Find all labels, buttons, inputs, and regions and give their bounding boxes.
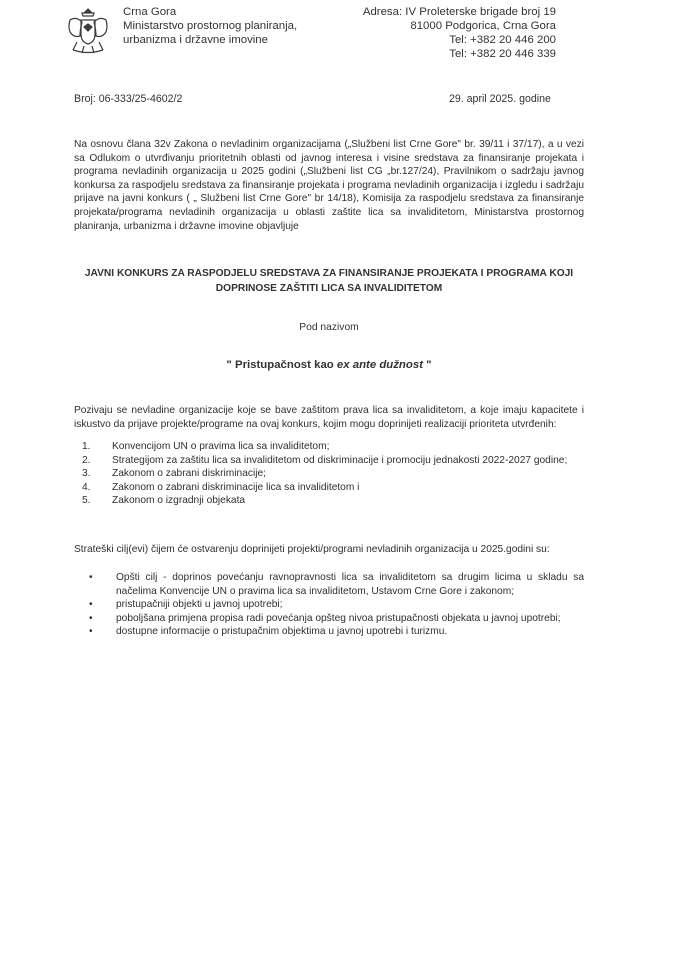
- list-item-text: Konvencijom UN o pravima lica sa invaliditetom;: [112, 441, 330, 452]
- coat-of-arms-icon: [62, 6, 114, 56]
- list-number: 3.: [82, 468, 91, 480]
- list-item: [82, 467, 586, 481]
- intro-paragraph: Na osnovu člana 32v Zakona o nevladinim organizacijama („Službeni list Crne Gore" br. 39/11 i 37/17), a u vezi sa Odlukom o utvrđivanju prioritetnih oblasti od javnog interesa i visine sredstava za finansiranje projekata i programa nevladinih organizacija u 2025 godini („Službeni list CG „br.127/24), Pravilnikom o sadržaju javnog konkursa za raspodjelu sredstava za finansiranje projekata i programa nevladinih organizacija i izgledu i sadržaju prijave na javni konkurs ( „ Službeni list Crne Gore" br 14/18), Komisija za raspodjelu sredstava za finansiranje projekata/programa nevladinih organizacija u oblasti zaštite lica sa invaliditetom, Ministarstva prostornog planiranja, urbanizma i državne imovine objavljuje: [74, 139, 584, 232]
- list-item: [87, 625, 584, 639]
- list-item-text: Opšti cilj - doprinos povećanju ravnopravnosti lica sa invaliditetom sa drugim licima u skladu sa načelima Konvencije UN o pravima lica sa invaliditetom, Ustavom Crne Gore i zakonom;: [116, 572, 584, 597]
- campaign-name-italic: ex ante dužnost: [336, 359, 423, 371]
- campaign-name-open: " Pristupačnost kao: [226, 359, 337, 371]
- org-line-ministry-cont: urbanizma i državne imovine: [123, 34, 268, 46]
- goals-list: [87, 571, 584, 639]
- priorities-list: [82, 440, 586, 508]
- list-item: [82, 454, 586, 468]
- org-line-country: Crna Gora: [123, 6, 177, 18]
- list-item: [87, 612, 584, 626]
- list-item: [82, 494, 586, 508]
- list-item-text: poboljšana primjena propisa radi povećanja opšteg nivoa pristupačnosti objekata u javnoj upotrebi;: [116, 612, 561, 624]
- list-item: [87, 571, 584, 598]
- list-number: 2.: [82, 454, 91, 466]
- contact-city: 81000 Podgorica, Crna Gora: [410, 20, 556, 32]
- list-item-text: Zakonom o zabrani diskriminacije;: [112, 468, 267, 480]
- document-title: [74, 266, 584, 296]
- list-number: 5.: [82, 495, 91, 507]
- list-item: [87, 598, 584, 612]
- list-item-text: Zakonom o izgradnji objekata: [112, 495, 246, 507]
- bullet-icon: •: [89, 572, 93, 583]
- document-date: 29. april 2025. godine: [449, 93, 551, 105]
- title-line-1: JAVNI KONKURS ZA RASPODJELU SREDSTAVA ZA FINANSIRANJE PROJEKATA I PROGRAMA KOJI: [84, 268, 574, 279]
- contact-phone-1: Tel: +382 20 446 200: [449, 34, 556, 46]
- list-item-text: Zakonom o zabrani diskriminacije lica sa invaliditetom i: [112, 481, 360, 493]
- campaign-name: [74, 359, 584, 371]
- invite-paragraph: Pozivaju se nevladine organizacije koje se bave zaštitom prava lica sa invaliditetom, a koje imaju kapacitete i iskustvo da prijave projekte/programe na ovaj konkurs, kojim mogu doprinijeti realizaciji prioriteta utvrđenih:: [74, 405, 584, 430]
- list-item-text: pristupačniji objekti u javnoj upotrebi;: [116, 599, 283, 611]
- contact-phone-2: Tel: +382 20 446 339: [449, 48, 556, 60]
- org-line-ministry: Ministarstvo prostornog planiranja,: [123, 20, 298, 32]
- title-line-2: DOPRINOSE ZAŠTITI LICA SA INVALIDITETOM: [215, 283, 443, 294]
- list-number: 1.: [82, 441, 91, 452]
- bullet-icon: •: [89, 612, 93, 624]
- list-number: 4.: [82, 481, 91, 493]
- list-item: [82, 481, 586, 495]
- organization-block: [123, 5, 297, 47]
- contact-block: [330, 5, 556, 61]
- list-item-text: dostupne informacije o pristupačnim objektima u javnoj upotrebi i turizmu.: [116, 626, 448, 638]
- bullet-icon: •: [89, 599, 93, 611]
- list-item-text: Strategijom za zaštitu lica sa invaliditetom od diskriminacije i promociju jednakosti 2022-2027 godine;: [112, 454, 568, 466]
- campaign-name-close: ": [422, 359, 432, 371]
- bullet-icon: •: [89, 626, 93, 638]
- list-item: [82, 440, 586, 454]
- contact-address: Adresa: IV Proleterske brigade broj 19: [362, 6, 556, 18]
- goals-intro: Strateški cilj(evi) čijem će ostvarenju doprinijeti projekti/programi nevladinih organizacija u 2025.godini su:: [74, 544, 550, 555]
- subtitle: Pod nazivom: [299, 322, 359, 333]
- reference-number: Broj: 06-333/25-4602/2: [74, 93, 183, 105]
